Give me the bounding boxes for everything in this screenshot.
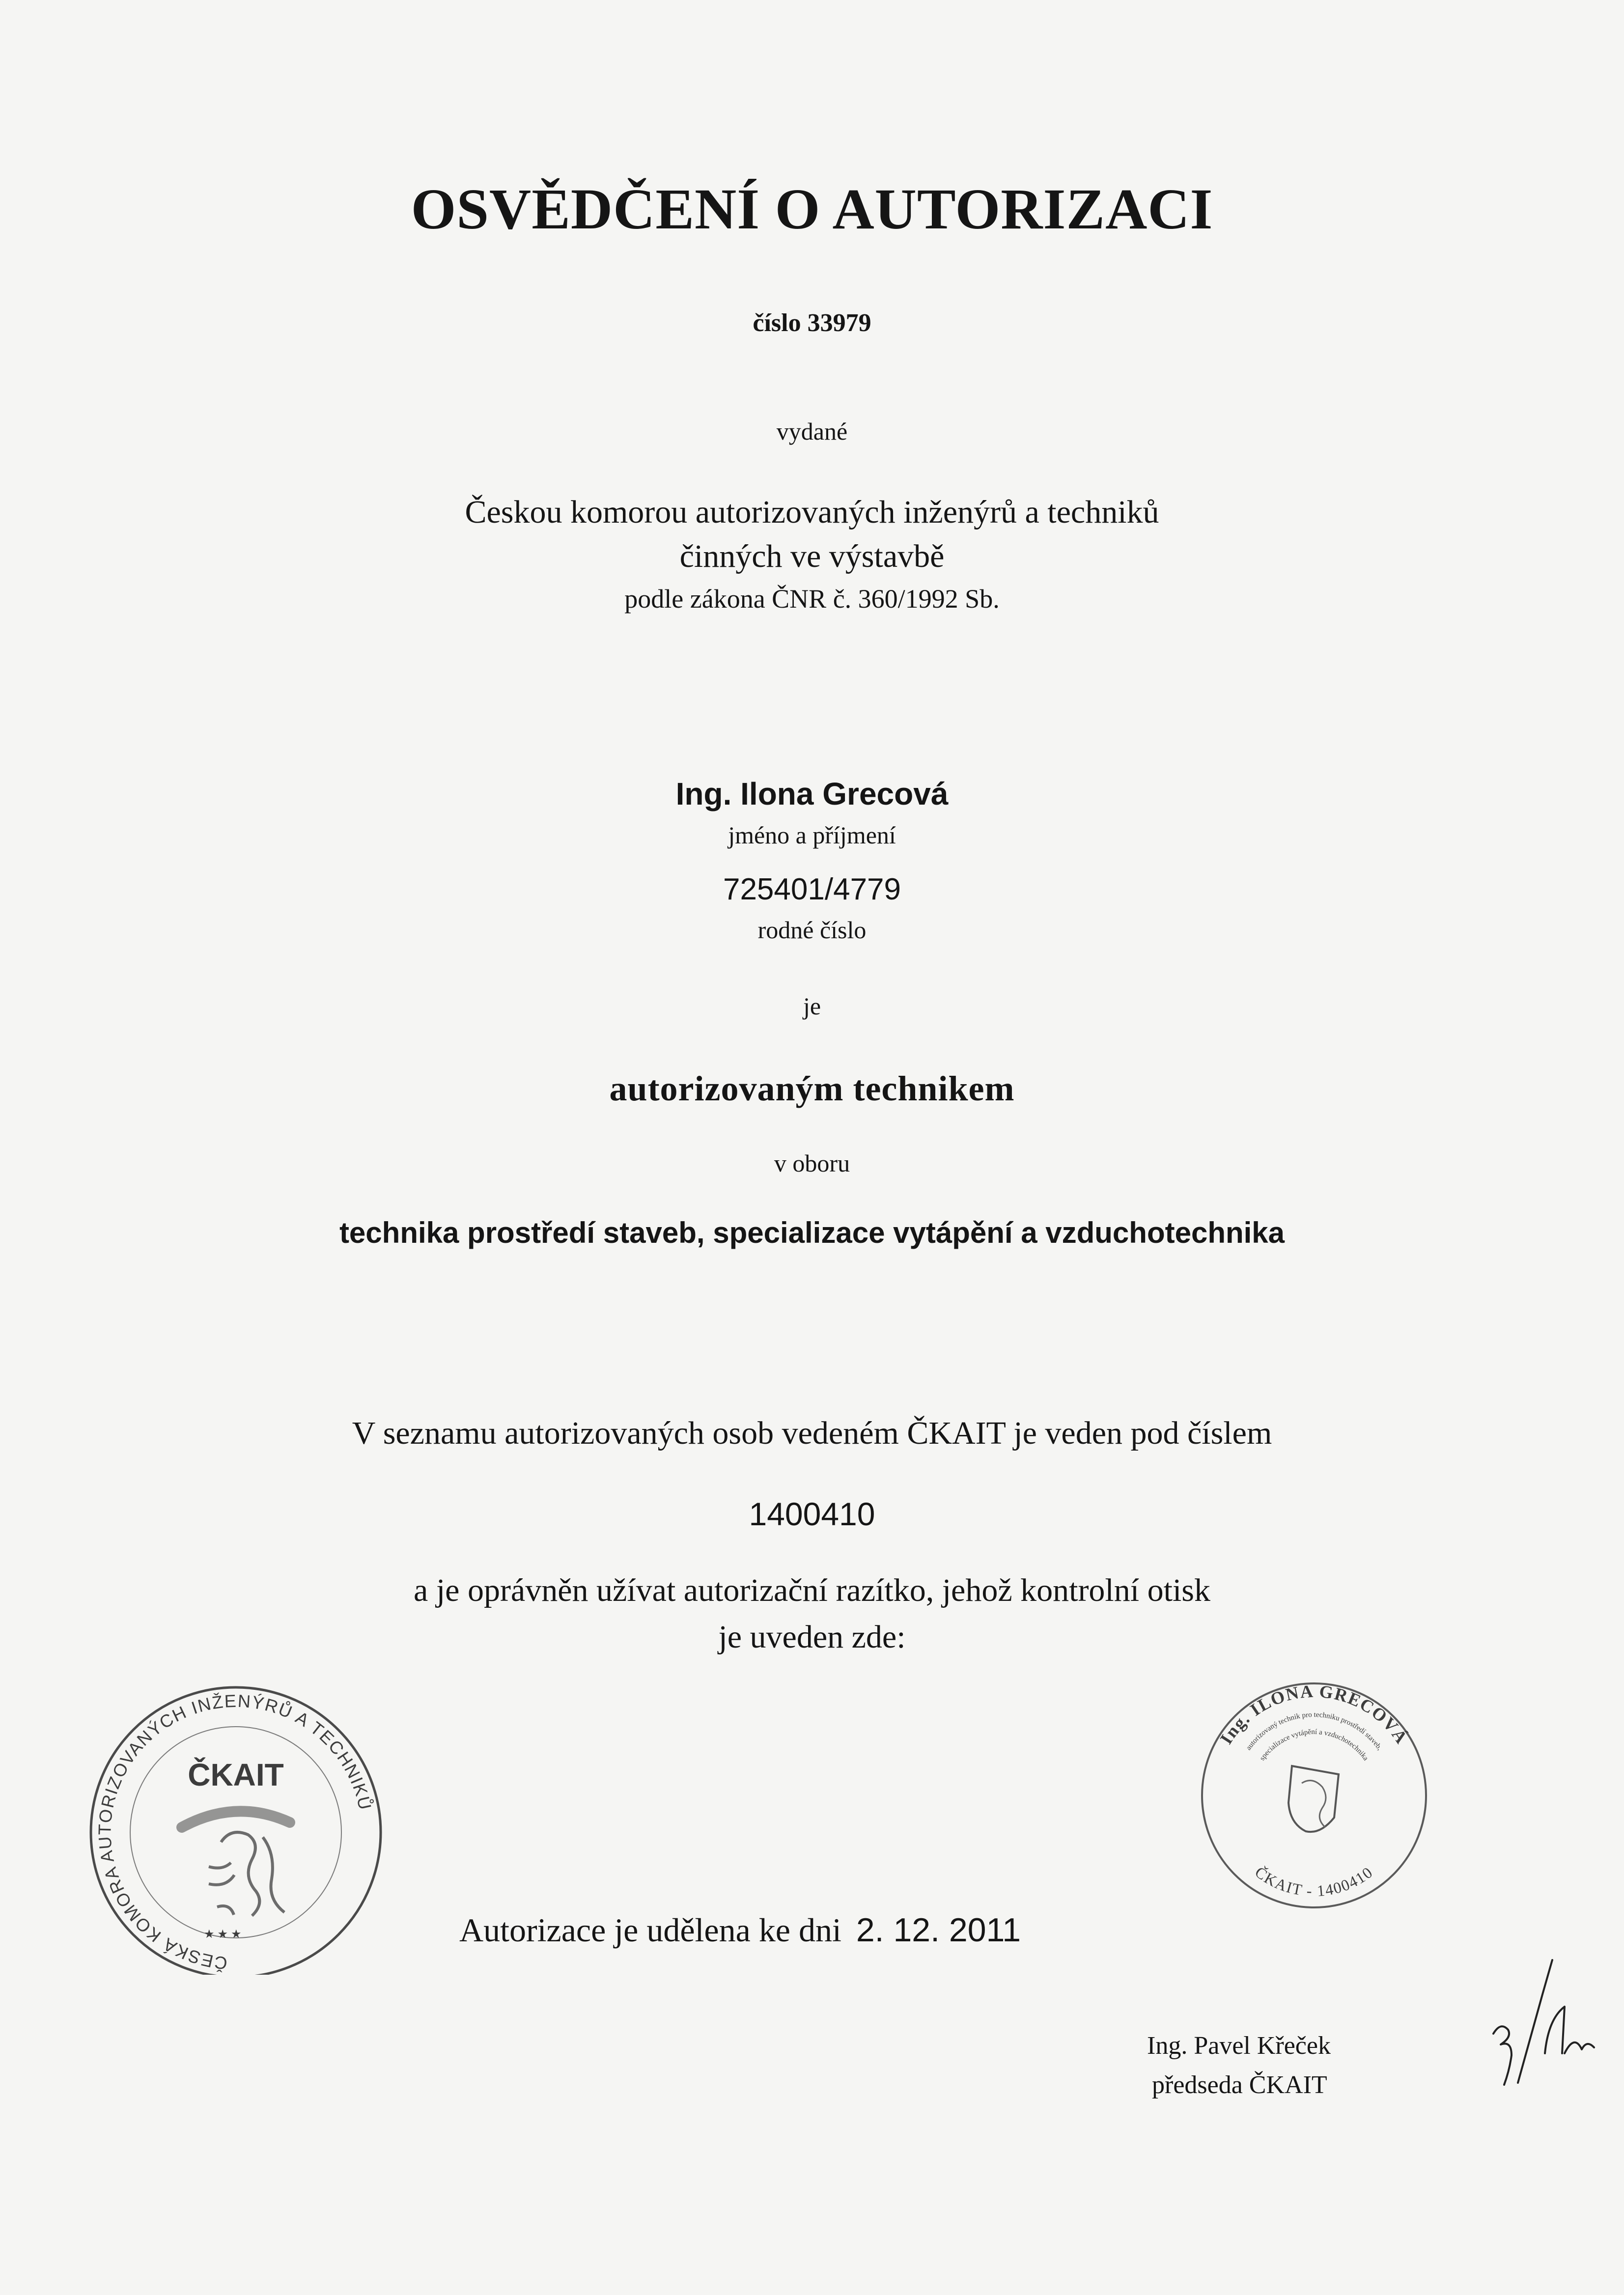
personal-seal-outer-text: Ing. ILONA GRECOVÁ	[1216, 1681, 1412, 1748]
holder-name: Ing. Ilona Grecová	[675, 776, 949, 812]
certificate-number: číslo 33979	[753, 309, 871, 337]
registry-number: 1400410	[749, 1496, 875, 1532]
is-label: je	[803, 992, 821, 1020]
granted-date-line	[459, 1911, 1021, 1949]
personal-seal-inner-text-2: specializace vytápění a vzduchotechnika	[1258, 1728, 1370, 1763]
field-label: v oboru	[774, 1149, 850, 1177]
stamp-permission-line-2: je uveden zde:	[718, 1619, 906, 1655]
authorization-role: autorizovaným technikem	[609, 1069, 1015, 1108]
signer-role: předseda ČKAIT	[1152, 2071, 1327, 2099]
certificate-title: OSVĚDČENÍ O AUTORIZACI	[411, 177, 1213, 241]
personal-seal-bottom-text: ČKAIT - 1400410	[1252, 1863, 1376, 1900]
star-icon: ★ ★ ★	[204, 1928, 242, 1941]
signature-handwritten	[1484, 1940, 1601, 2098]
personal-seal-inner-text-1: autorizovaný technik pro techniku prostředí staveb,	[1244, 1710, 1384, 1752]
personal-authorization-stamp	[1199, 1680, 1429, 1911]
birth-number: 725401/4779	[723, 872, 901, 906]
granted-label: Autorizace je udělena ke dni	[459, 1911, 841, 1949]
chamber-seal-ring-text: ČESKÁ KOMORA AUTORIZOVANÝCH INŽENÝRŮ A TECHNIKŮ	[94, 1690, 376, 1974]
coat-of-arms-icon	[1288, 1766, 1339, 1832]
chamber-seal-stamp	[84, 1680, 388, 1975]
authorization-field: technika prostředí staveb, specializace vytápění a vzduchotechnika	[339, 1216, 1285, 1249]
birth-number-label: rodné číslo	[757, 916, 867, 944]
signer-name: Ing. Pavel Křeček	[1147, 2032, 1331, 2060]
holder-name-label: jméno a příjmení	[728, 821, 896, 849]
issuer-line-2: činných ve výstavbě	[679, 538, 945, 574]
lion-emblem-icon	[182, 1811, 290, 1916]
law-reference: podle zákona ČNR č. 360/1992 Sb.	[624, 584, 1000, 614]
granted-date: 2. 12. 2011	[856, 1911, 1021, 1949]
stamp-permission-line-1: a je oprávněn užívat autorizační razítko, jehož kontrolní otisk	[414, 1572, 1210, 1608]
issued-label: vydané	[776, 418, 848, 445]
registry-statement: V seznamu autorizovaných osob vedeném ČKAIT je veden pod číslem	[352, 1415, 1272, 1451]
chamber-seal-center-text: ČKAIT	[188, 1757, 284, 1792]
issuer-line-1: Českou komorou autorizovaných inženýrů a techniků	[465, 494, 1159, 530]
